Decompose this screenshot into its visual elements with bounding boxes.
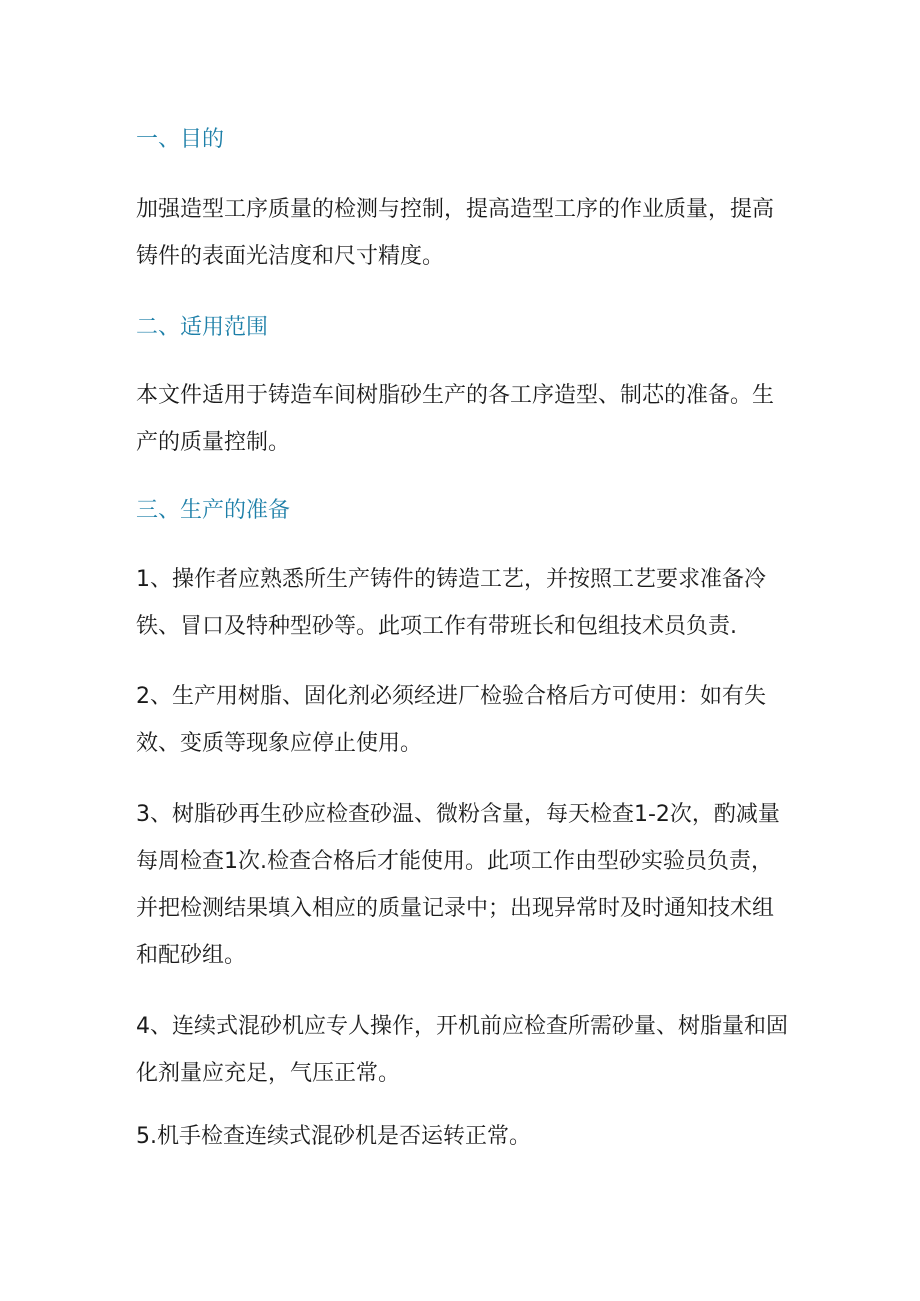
section-heading-purpose: 一、目的 [136,127,225,152]
list-item-preparation-1 [136,556,786,650]
section-heading-preparation: 三、生产的准备 [136,498,291,523]
list-item-preparation-2 [136,673,786,767]
text-line: 1、操作者应熟悉所生产铸件的铸造工艺，并按照工艺要求准备冷 [136,567,766,592]
text-line: 并把检测结果填入相应的质量记录中；出现异常时及时通知技术组 [136,896,775,921]
text-line: 铸件的表面光洁度和尺寸精度。 [136,244,445,269]
section-heading-scope: 二、适用范围 [136,315,269,340]
list-item-preparation-5 [136,1113,786,1160]
text-line: 效、变质等现象应停止使用。 [136,731,423,756]
text-line: 产的质量控制。 [136,430,291,455]
list-item-preparation-3 [136,791,786,979]
text-line: 3、树脂砂再生砂应检查砂温、微粉含量，每天检查1-2次，酌减量 [136,802,780,827]
text-line: 化剂量应充足，气压正常。 [136,1061,401,1086]
text-line: 5.机手检查连续式混砂机是否运转正常。 [136,1124,531,1149]
text-line: 铁、冒口及特种型砂等。此项工作有带班长和包组技术员负责. [136,614,737,639]
text-line: 4、连续式混砂机应专人操作，开机前应检查所需砂量、树脂量和固 [136,1014,788,1039]
text-line: 每周检查1次.检查合格后才能使用。此项工作由型砂实验员负责， [136,849,773,874]
text-line: 加强造型工序质量的检测与控制，提高造型工序的作业质量，提高 [136,197,775,222]
list-item-preparation-4 [136,1003,786,1097]
text-line: 本文件适用于铸造车间树脂砂生产的各工序造型、制芯的准备。生 [136,383,775,408]
paragraph-purpose [136,186,786,280]
paragraph-scope [136,372,786,466]
text-line: 和配砂组。 [136,943,247,968]
text-line: 2、生产用树脂、固化剂必须经进厂检验合格后方可使用：如有失 [136,684,766,709]
